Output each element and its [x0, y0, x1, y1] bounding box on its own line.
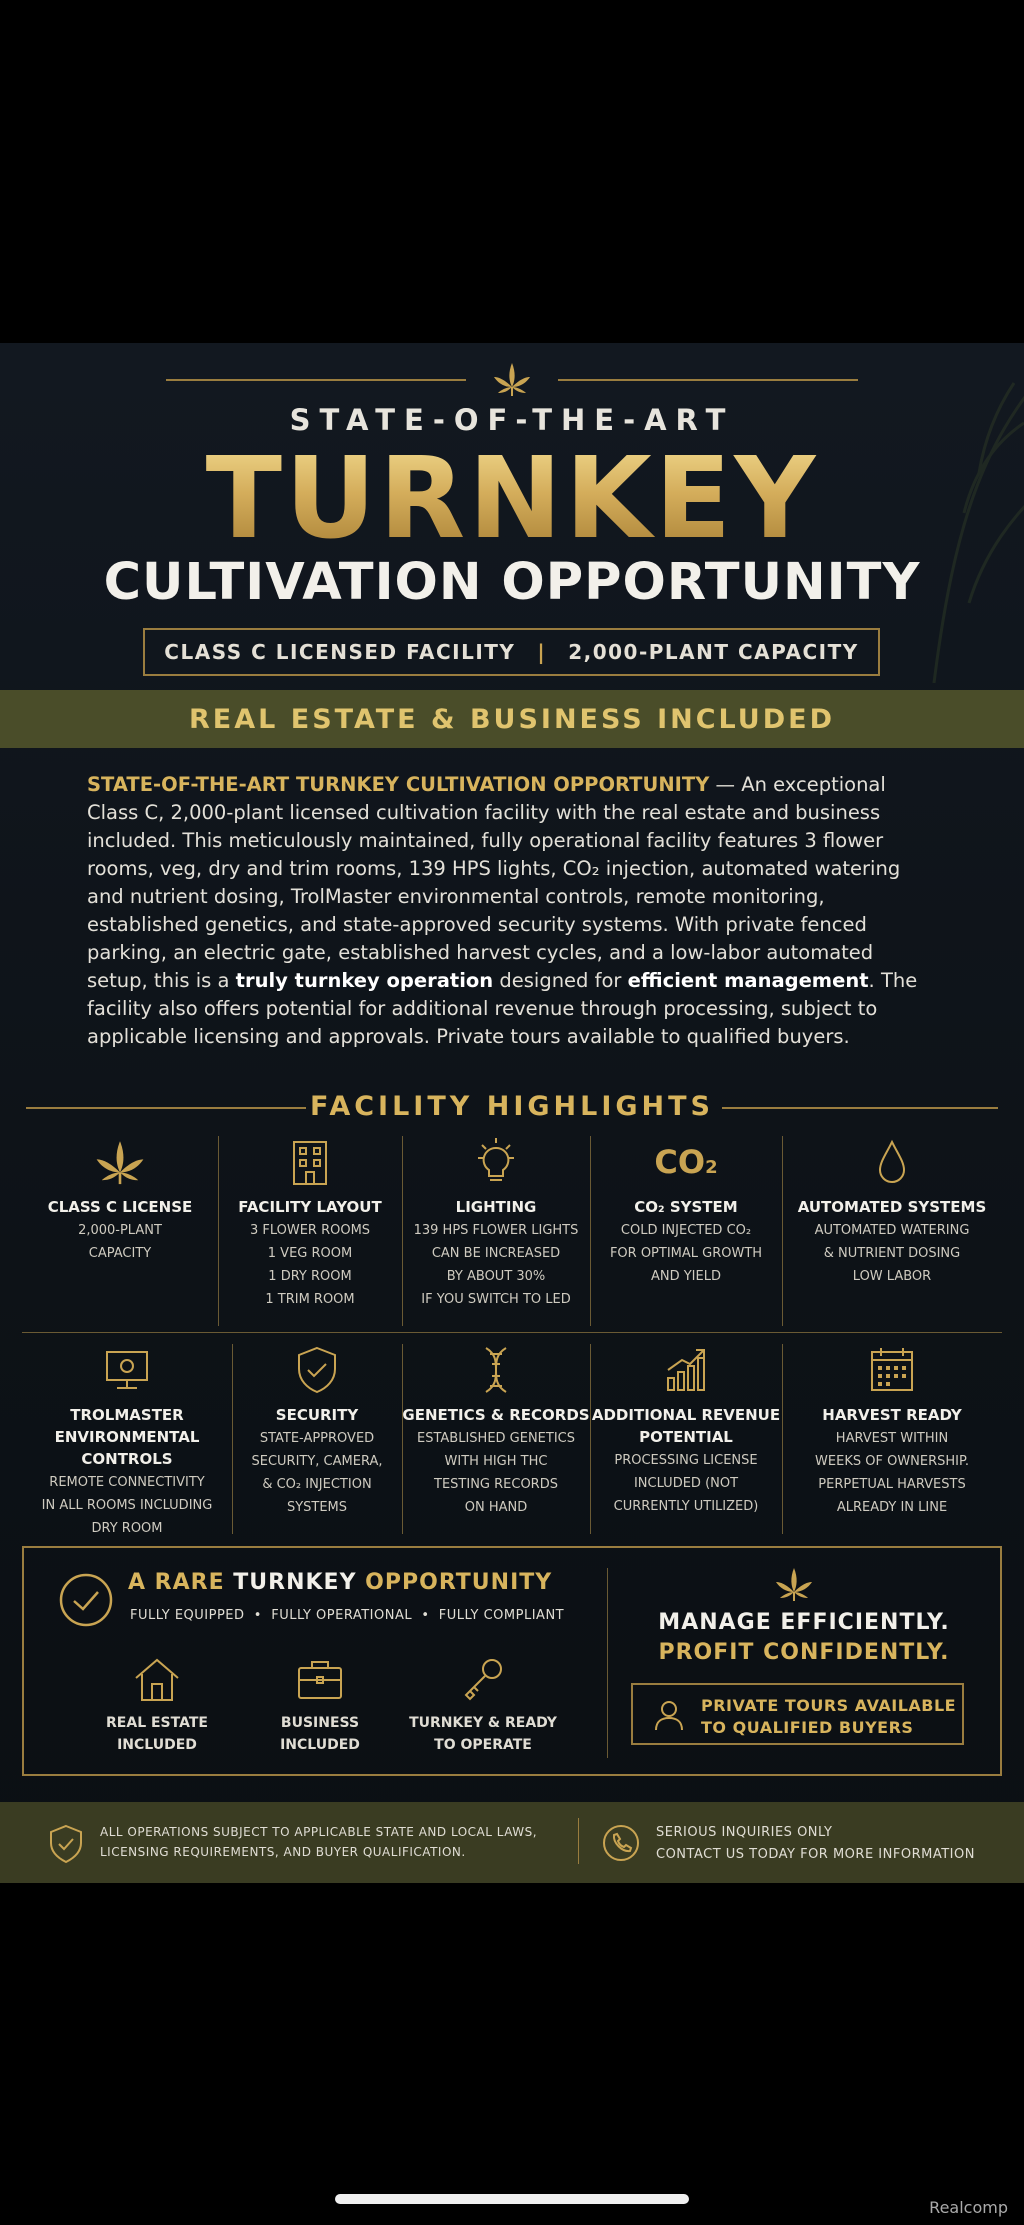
- highlight-title: SECURITY: [275, 1406, 359, 1424]
- description-lead: STATE-OF-THE-ART TURNKEY CULTIVATION OPPORTUNITY: [87, 773, 710, 796]
- included-turnkey: [398, 1656, 568, 1756]
- highlight-title: ADDITIONAL REVENUE POTENTIAL: [591, 1406, 781, 1446]
- highlight-co2-system: [590, 1136, 782, 1287]
- lightbulb-icon: [470, 1136, 522, 1188]
- highlight-line: CAN BE INCREASED: [431, 1246, 561, 1261]
- highlight-line: CURRENTLY UTILIZED): [613, 1499, 759, 1514]
- cannabis-leaf-icon: [94, 1136, 146, 1188]
- highlight-line: CAPACITY: [88, 1246, 152, 1261]
- highlight-class-c-license: [22, 1136, 218, 1264]
- included-line: TO OPERATE: [434, 1737, 532, 1753]
- flyer: [0, 343, 1024, 1883]
- footer-disclaimer: [100, 1822, 537, 1862]
- growth-chart-icon: [660, 1344, 712, 1396]
- highlight-additional-revenue: [590, 1344, 782, 1517]
- highlights-row-1: [22, 1136, 1002, 1326]
- included-label: [398, 1712, 568, 1756]
- highlight-title: TROLMASTER ENVIRONMENTAL CONTROLS: [54, 1406, 200, 1468]
- highlight-line: HARVEST WITHIN: [835, 1431, 949, 1446]
- disclaimer-line-1: ALL OPERATIONS SUBJECT TO APPLICABLE STATE AND LOCAL LAWS,: [100, 1825, 538, 1839]
- highlight-line: REMOTE CONNECTIVITY: [49, 1475, 205, 1490]
- rare-subtitle: FULLY EQUIPPED • FULLY OPERATIONAL • FULLY COMPLIANT: [130, 1608, 565, 1623]
- tours-text: [701, 1695, 956, 1739]
- water-drop-icon: [866, 1136, 918, 1188]
- highlight-title: LIGHTING: [455, 1198, 537, 1216]
- included-real-estate: [72, 1656, 242, 1756]
- highlights-title: FACILITY HIGHLIGHTS: [310, 1091, 714, 1122]
- highlight-line: STATE-APPROVED: [259, 1431, 375, 1446]
- highlight-line: WITH HIGH THC: [444, 1454, 548, 1469]
- description: [87, 771, 937, 1051]
- header-kicker: STATE-OF-THE-ART: [289, 403, 735, 437]
- dna-icon: [470, 1344, 522, 1396]
- disclaimer-line-2: LICENSING REQUIREMENTS, AND BUYER QUALIFICATION.: [100, 1845, 466, 1859]
- pill-license: CLASS C LICENSED FACILITY: [164, 640, 516, 664]
- highlight-title: FACILITY LAYOUT: [238, 1198, 382, 1216]
- highlight-line: DRY ROOM: [91, 1521, 163, 1536]
- highlight-line: BY ABOUT 30%: [446, 1269, 546, 1284]
- highlight-title: CO₂ SYSTEM: [634, 1198, 738, 1216]
- included-label: [235, 1712, 405, 1756]
- hero-title: TURNKEY: [0, 439, 1024, 559]
- included-label: [72, 1712, 242, 1756]
- description-bold-1: truly turnkey operation: [235, 969, 494, 992]
- highlights-divider: [22, 1332, 1002, 1333]
- highlight-trolmaster: [22, 1344, 232, 1539]
- highlight-line: 1 VEG ROOM: [267, 1246, 353, 1261]
- highlight-line: INCLUDED (NOT: [633, 1476, 739, 1491]
- highlight-automated-systems: [782, 1136, 1002, 1287]
- highlight-line: & CO₂ INJECTION: [262, 1477, 372, 1492]
- highlight-harvest-ready: [782, 1344, 1002, 1518]
- rare-title-turnkey: TURNKEY: [233, 1570, 357, 1595]
- license-pill: [143, 628, 880, 676]
- highlight-line: TESTING RECORDS: [434, 1477, 558, 1492]
- highlight-line: WEEKS OF OWNERSHIP.: [815, 1454, 969, 1469]
- included-line: INCLUDED: [117, 1737, 197, 1753]
- manage-line-1: MANAGE EFFICIENTLY.: [658, 1610, 950, 1635]
- monitor-icon: [101, 1344, 153, 1396]
- co2-icon: CO2: [654, 1143, 718, 1181]
- description-bold-2: efficient management: [627, 969, 869, 992]
- included-business: [235, 1656, 405, 1756]
- home-indicator[interactable]: [335, 2194, 689, 2204]
- rare-opportunity-box: [22, 1546, 1002, 1776]
- cannabis-leaf-icon: [492, 361, 532, 397]
- private-tours-box: [631, 1683, 964, 1745]
- highlight-line: 2,000-PLANT: [78, 1223, 162, 1238]
- manage-line-2: PROFIT CONFIDENTLY.: [658, 1640, 950, 1665]
- highlight-line: COLD INJECTED CO₂: [620, 1223, 752, 1238]
- highlights-row-2: [22, 1344, 1002, 1534]
- highlight-line: SECURITY, CAMERA,: [251, 1454, 383, 1469]
- highlight-line: 3 FLOWER ROOMS: [249, 1223, 371, 1238]
- highlight-line: 139 HPS FLOWER LIGHTS: [413, 1223, 579, 1238]
- highlight-line: & NUTRIENT DOSING: [823, 1246, 961, 1261]
- pill-capacity: 2,000-PLANT CAPACITY: [568, 640, 859, 664]
- header-subtitle: CULTIVATION OPPORTUNITY: [103, 553, 921, 612]
- tours-line-2: TO QUALIFIED BUYERS: [701, 1718, 914, 1737]
- shield-check-icon: [48, 1824, 84, 1864]
- highlight-title: AUTOMATED SYSTEMS: [797, 1198, 987, 1216]
- highlight-line: IF YOU SWITCH TO LED: [421, 1292, 571, 1307]
- house-icon: [132, 1656, 182, 1702]
- highlight-line: SYSTEMS: [286, 1500, 348, 1515]
- calendar-icon: [866, 1344, 918, 1396]
- rare-title: [128, 1570, 552, 1595]
- rare-title-b: OPPORTUNITY: [356, 1570, 553, 1595]
- highlight-line: ESTABLISHED GENETICS: [417, 1431, 575, 1446]
- included-banner: [0, 690, 1024, 748]
- person-icon: [653, 1699, 685, 1731]
- description-part-3: . The facility also offers potential for additional revenue through processing, subject to applicable licensing and approvals. Private tours available to qualified buyers.: [87, 969, 918, 1048]
- highlight-line: 1 TRIM ROOM: [265, 1292, 355, 1307]
- highlight-security: [232, 1344, 402, 1518]
- highlight-line: LOW LABOR: [852, 1269, 932, 1284]
- highlight-title: HARVEST READY: [822, 1406, 962, 1424]
- highlight-line: 1 DRY ROOM: [268, 1269, 352, 1284]
- footer-contact: [656, 1822, 975, 1866]
- highlight-line: IN ALL ROOMS INCLUDING: [41, 1498, 213, 1513]
- rare-title-a: A RARE: [128, 1570, 234, 1595]
- description-part-2: designed for: [493, 969, 628, 992]
- included-line: REAL ESTATE: [106, 1715, 208, 1731]
- rare-divider: [607, 1568, 608, 1758]
- banner-text: REAL ESTATE & BUSINESS INCLUDED: [189, 703, 835, 735]
- tours-line-1: PRIVATE TOURS AVAILABLE: [701, 1696, 957, 1715]
- included-line: INCLUDED: [280, 1737, 360, 1753]
- check-circle-icon: [58, 1572, 114, 1628]
- highlight-facility-layout: [218, 1136, 402, 1310]
- highlight-genetics: [402, 1344, 590, 1518]
- highlight-line: AUTOMATED WATERING: [814, 1223, 970, 1238]
- cannabis-leaf-icon: [774, 1566, 814, 1602]
- highlight-line: ON HAND: [464, 1500, 528, 1515]
- highlight-title: GENETICS & RECORDS: [402, 1406, 590, 1424]
- included-line: TURNKEY & READY: [409, 1715, 557, 1731]
- included-line: BUSINESS: [280, 1715, 360, 1731]
- footer-bar: [0, 1802, 1024, 1883]
- contact-line-2: CONTACT US TODAY FOR MORE INFORMATION: [656, 1847, 975, 1862]
- highlight-line: ALREADY IN LINE: [836, 1500, 948, 1515]
- building-icon: [284, 1136, 336, 1188]
- highlight-line: FOR OPTIMAL GROWTH: [609, 1246, 763, 1261]
- highlight-title: CLASS C LICENSE: [47, 1198, 193, 1216]
- highlight-line: AND YIELD: [650, 1269, 721, 1284]
- key-icon: [458, 1656, 508, 1702]
- shield-check-icon: [291, 1344, 343, 1396]
- highlight-line: PROCESSING LICENSE: [614, 1453, 758, 1468]
- footer-divider: [578, 1818, 579, 1864]
- description-part-1: — An exceptional Class C, 2,000-plant licensed cultivation facility with the real estate and business included. This meticulously maintained, fully operational facility features 3 flower rooms, veg, dry and trim rooms, 139 HPS lights, CO₂ injection, automated watering and nutrient dosing, TrolMaster environmental controls, remote monitoring, established genetics, and state-approved security systems. With private fenced parking, an electric gate, established harvest cycles, and a low-labor automated setup, this is a: [87, 773, 901, 992]
- briefcase-icon: [295, 1656, 345, 1702]
- contact-line-1: SERIOUS INQUIRIES ONLY: [656, 1825, 833, 1840]
- manage-tagline: [624, 1608, 984, 1668]
- highlight-line: PERPETUAL HARVESTS: [818, 1477, 966, 1492]
- pill-separator: |: [537, 640, 547, 664]
- highlight-lighting: [402, 1136, 590, 1310]
- phone-icon: [602, 1824, 640, 1862]
- header-rule-right: [558, 379, 858, 381]
- header-rule-left: [166, 379, 466, 381]
- watermark-credit: Realcomp: [929, 2198, 1008, 2217]
